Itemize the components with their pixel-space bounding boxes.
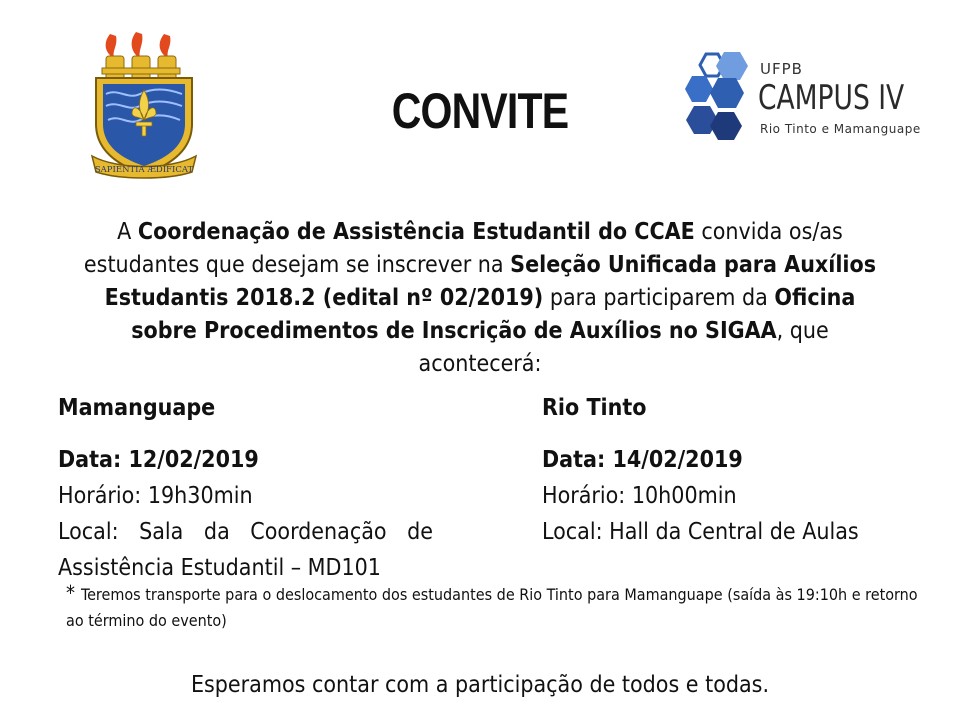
- intro-text: , que acontecerá:: [418, 318, 829, 377]
- event-mamanguape: [58, 390, 433, 586]
- logo-campus-name: CAMPUS IV: [758, 78, 905, 118]
- hexagon-icon: [684, 48, 754, 148]
- logo-org: UFPB: [760, 60, 803, 78]
- intro-bold-selection: Seleção Unificada para Auxílios Estudantis 2018.2 (edital nº 02/2019): [104, 252, 877, 311]
- intro-text: A: [117, 219, 138, 245]
- torch-icon: [102, 32, 180, 82]
- page-title: CONVITE: [391, 83, 569, 139]
- intro-bold-coordination: Coordenação de Assistência Estudantil do CCAE: [137, 219, 695, 245]
- event-rio-tinto: [542, 390, 922, 550]
- transport-note: [66, 580, 926, 634]
- event-place-line-2: Assistência Estudantil – MD101: [58, 555, 381, 581]
- event-place: Local: Hall da Central de Aulas: [542, 519, 859, 545]
- closing-line: Esperamos contar com a participação de todos e todas.: [190, 672, 770, 698]
- intro-bold-workshop: Oficina sobre Procedimentos de Inscrição de Auxílios no SIGAA: [131, 285, 856, 344]
- event-date: Data: 14/02/2019: [542, 447, 743, 473]
- intro-paragraph: [70, 216, 890, 381]
- intro-text: convida os/as estudantes que desejam se inscrever na: [83, 219, 843, 278]
- event-time: Horário: 10h00min: [542, 483, 737, 509]
- event-time: Horário: 19h30min: [58, 483, 253, 509]
- event-location-name: Mamanguape: [58, 395, 216, 421]
- event-date: Data: 12/02/2019: [58, 447, 259, 473]
- event-location-name: Rio Tinto: [542, 395, 647, 421]
- campus-iv-logo: [684, 48, 924, 148]
- crest-motto: SAPIENTIA ÆDIFICAT: [94, 165, 194, 175]
- note-text: Teremos transporte para o deslocamento dos estudantes de Rio Tinto para Mamanguape (saída às 19:10h e retorno ao término do evento): [66, 585, 918, 630]
- event-place-line-1: Local: Sala da Coordenação de: [58, 519, 433, 545]
- intro-text: para participarem da: [543, 285, 775, 311]
- note-asterisk: *: [66, 581, 75, 605]
- logo-place: Rio Tinto e Mamanguape: [760, 122, 921, 136]
